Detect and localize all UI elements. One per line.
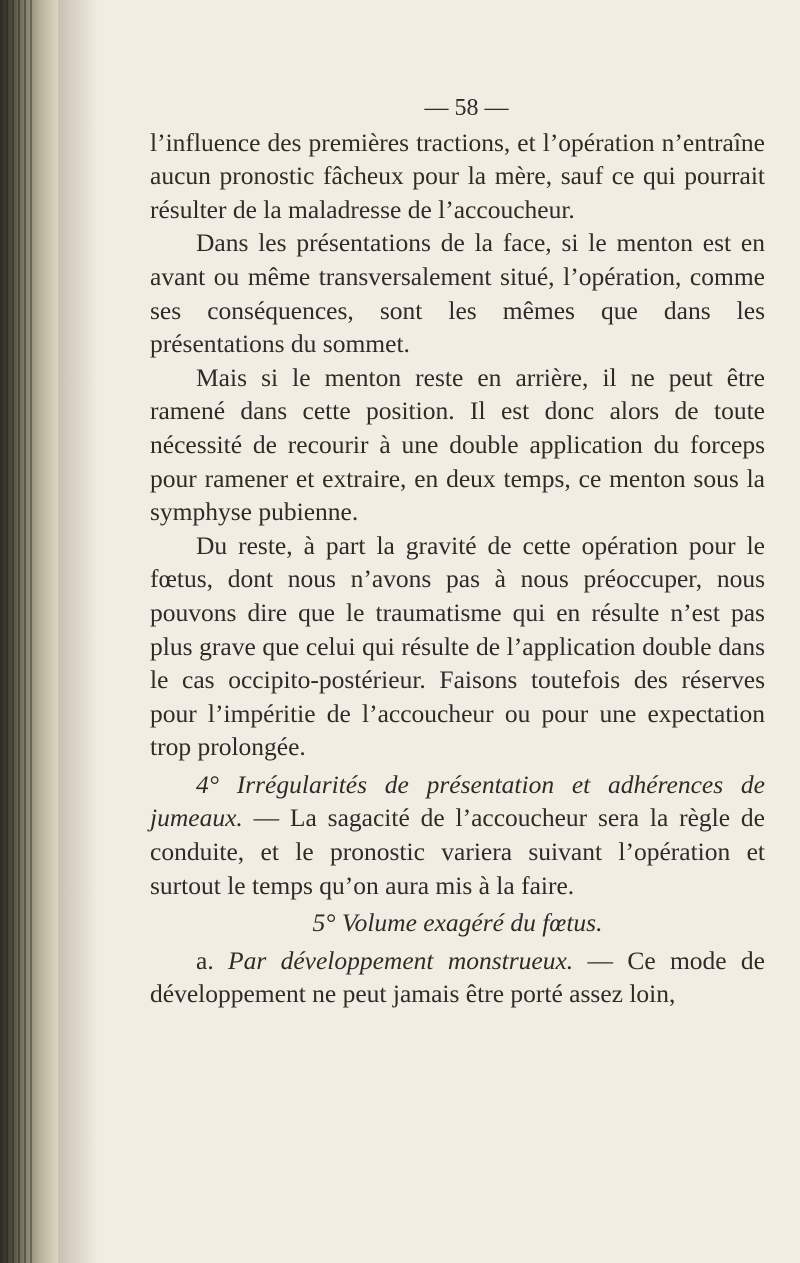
paragraph-5-heading: 4° Irrégularités de présentation et adhérences de jumeaux. bbox=[150, 769, 765, 833]
book-binding bbox=[0, 0, 58, 1263]
paragraph-1: l’influence des premières tractions, et l’opération n’entraîne aucun pronostic fâcheux pour la mère, sauf ce qui pourrait résulter de la maladresse de l’accoucheur. bbox=[150, 127, 765, 224]
paragraph-2: Dans les présentations de la face, si le menton est en avant ou même transversalement situé, l’opération, comme ses conséquences, sont les mêmes que dans les présentations du sommet. bbox=[150, 228, 765, 359]
page-number: — 58 — bbox=[424, 95, 509, 121]
paragraph-5-text: — La sagacité de l’accoucheur sera la règle de conduite, et le pronostic variera suivant l’opération et surtout le temps qu’on aura mis à la faire. bbox=[150, 803, 765, 900]
paragraph-4: Du reste, à part la gravité de cette opération pour le fœtus, dont nous n’avons pas à nous préoccuper, nous pouvons dire que le traumatisme qui en résulte n’est pas plus grave que celui qui résulte de l’application double dans le cas occipito-postérieur. Faisons toutefois des réserves pour l’impéritie de l’accoucheur ou pour une expectation trop prolongée. bbox=[150, 530, 765, 762]
paragraph-6-text: — Ce mode de développement ne peut jamais être porté assez loin, bbox=[150, 945, 765, 1009]
section-5-heading bbox=[150, 906, 765, 940]
spine-shadow bbox=[58, 0, 98, 1263]
paragraph-6 bbox=[150, 944, 765, 1011]
paragraph-5 bbox=[150, 768, 765, 902]
paragraph-6-heading: Par développement monstrueux. bbox=[228, 945, 574, 975]
paragraph-3: Mais si le menton reste en arrière, il ne peut être ramené dans cette position. Il est donc alors de toute nécessité de recourir à une double application du forceps pour ramener et extraire, en deux temps, ce menton sous la symphyse pubienne. bbox=[150, 362, 765, 527]
binding-texture bbox=[6, 0, 36, 1263]
paragraph-6-label: a. bbox=[196, 945, 229, 975]
section-5-heading-text: 5° Volume exagéré du fœtus. bbox=[312, 908, 603, 938]
page-text bbox=[150, 92, 765, 1011]
